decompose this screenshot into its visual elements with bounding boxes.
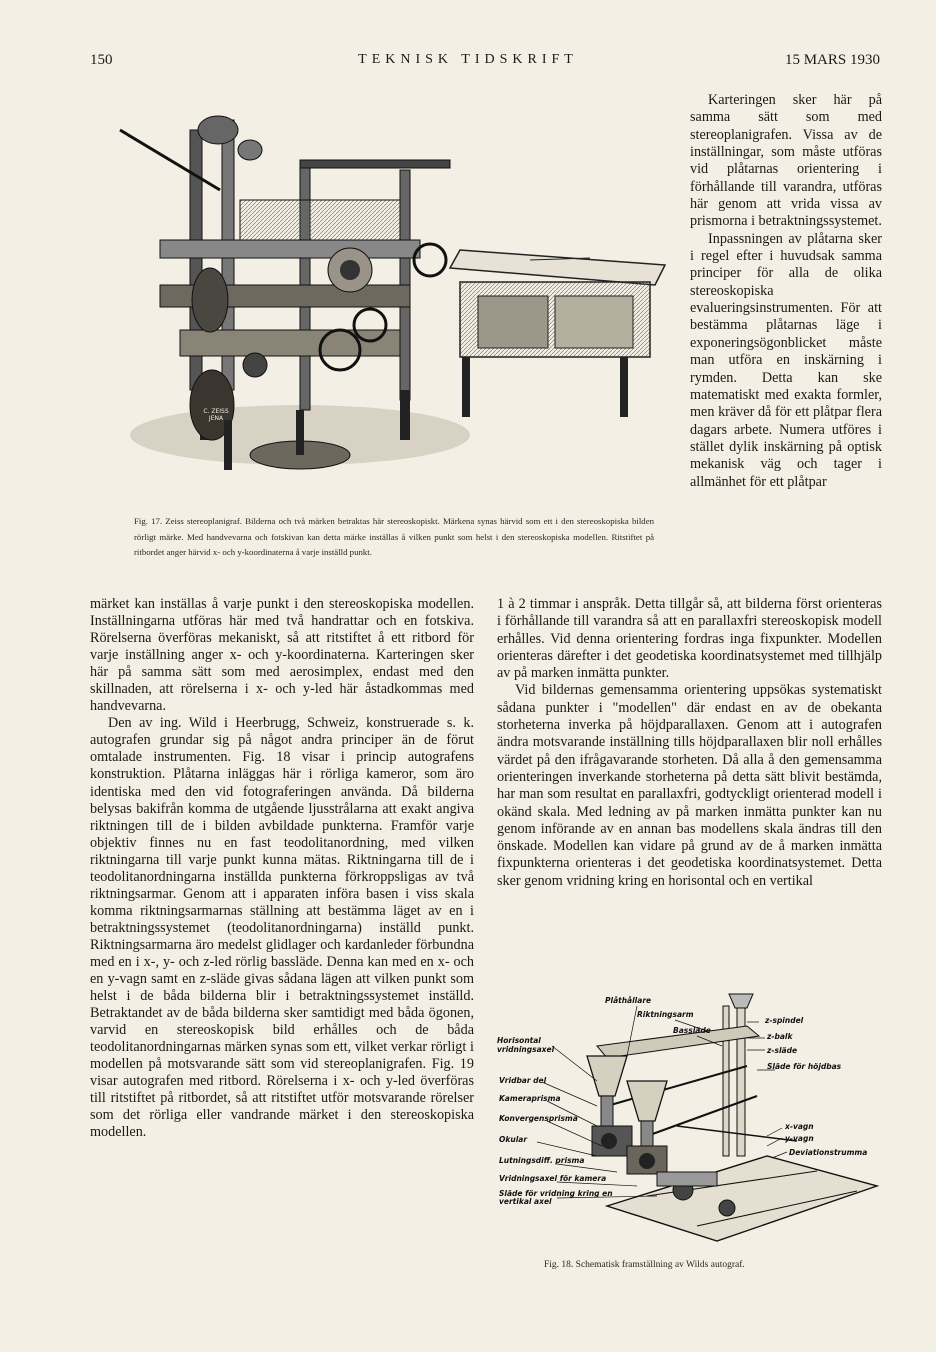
paragraph: märket kan inställas å varje punkt i den stereoskopiska modellen. Inställningarna utföras här med två handrattar och en fotskiva. Rörelserna överföras mekaniskt, så att ritstiftet å ett ritbord för varje inställning anger x- och y-koordinaterna. Karteringen sker här på samma sätt som med aerosimplex, endast med den skillnaden, att rörelserna i x- och y-led här åstadkommas med handvevarna. <box>90 596 474 715</box>
stereoplanigraph-illustration <box>100 90 680 510</box>
figure-18-image <box>497 986 882 1258</box>
label-platehallare: Plåthållare <box>605 996 652 1005</box>
label-riktningsarm: Riktningsarm <box>637 1010 694 1019</box>
right-column-middle <box>497 596 882 890</box>
label-konvergensprisma: Konvergensprisma <box>499 1114 578 1123</box>
page-number: 150 <box>90 52 113 68</box>
journal-title: TEKNISK TIDSKRIFT <box>358 52 578 67</box>
paragraph: Den av ing. Wild i Heerbrugg, Schweiz, konstruerade s. k. autografen grundar sig på något andra principer än de förut omtalade instrumenten. Fig. 18 visar i princip autografens konstruktion. Plåtarna inläggas här i rörliga kameror, som äro identiska med den vid fotograferingen använda. Då bilderna belysas bakifrån komma de utgående ljusstrålarna att exakt angiva riktningen till de i bilden avbildade punkterna. Framför varje objektiv finnes nu en fast teodolitanordning, med vilken riktningarna till varje punkt kunna mätas. Riktningarna till de i teodolitanordningarna inställda punkterna förkroppsligas av två riktningsarmar. Genom att i apparaten införa basen i viss skala komma riktningsarmarnas ställning att bestämma läget av en i betraktningssystemet (teodolitanordningarna) inställd punkt. Riktningsarmarna äro medelst glidlager och kardanleder förbundna med en i x-, y- och z-led rörlig bassläde. Denna kan med en x- och en y-vagn samt en z-släde givas sådana lägen att vilken punkt som helst i de båda bilderna blir i betraktningssystemet inställd. Betraktandet av de båda bilderna sker samtidigt med båda ögonen, varvid en stereoskopisk bild erhålles och de båda teodolitanordningarnas märken synas som ett, vilket verkar rörligt i modellen på motsvarande sätt som vid stereoplanigrafen. Fig. 19 visar autografen med ritbord. Rörelserna i x- och y-led överföras till ritstiftet på ritbordet, så att ritstiftet utför motsvarande rörelser som det rörliga eller vandrande märket i den stereoskopiska modellen. <box>90 715 474 1141</box>
label-deviation: Deviationstrumma <box>789 1148 868 1157</box>
paragraph: Vid bildernas gemensamma orientering uppsökas systematiskt sådana punkter i "modellen" där endast en av de obekanta storheterna inverka på höjdparallaxen. Genom att i autografen ändra motsvarande inställning tills höjdparallaxen blir noll erhålles värdet på den ifrågavarande storheten. Då alla å den gemensamma orienteringen inverkande storheterna på detta sätt blivit bestämda, har man som resultat en parallaxfri, godtyckligt orienterad modell i okänd skala. Med ledning av på marken inmätta punkter kan nu genom införande av en annan bas modellens skala ändras till den önskade. Modellen kan vidare på grund av de å marken inmätta fixpunkterna orienteras i det geodetiska koordinatsystemet. Detta sker genom vridning kring en horisontal och en vertikal <box>497 682 882 889</box>
left-column <box>90 596 474 1142</box>
label-kameraprisma: Kameraprisma <box>499 1094 561 1103</box>
label-slade-vridning: Släde för vridning kring en vertikal axel <box>499 1189 613 1206</box>
label-zbalk: z-balk <box>767 1032 793 1041</box>
label-vridbar: Vridbar del <box>499 1076 547 1085</box>
nameplate-text: C. ZEISS JENA <box>203 408 229 422</box>
label-horisontal: Horisontal vridningsaxel <box>497 1036 555 1054</box>
paragraph: Karteringen sker här på samma sätt som med stereoplanigrafen. Vissa av de inställningar, som måste utföras vid plåtarnas orientering i förhållande till varandra, utföras här genom att vrida vissa av prismorna i betraktningssystemet. <box>690 92 882 230</box>
label-vridningsaxel: Vridningsaxel för kamera <box>499 1174 607 1183</box>
figure-17-caption: Fig. 17. Zeiss stereoplanigraf. Bilderna och två märken betraktas här stereoskopiskt. Märkena synas härvid som ett i den stereoskopiska bilden rörligt märke. Med handvevarna och fotskivan kan detta märke inställas å vilken punkt som helst i den stereoskopiska modellen. Ritstiftet på ritbordet anger härvid x- och y-koordinaterna å varje inställd punkt. <box>134 516 654 557</box>
label-okular: Okular <box>499 1135 528 1144</box>
paragraph: Inpassningen av plåtarna sker i regel efter i huvudsak samma principer för alla de olika stereoskopiska evalueringsinstrumenten. För att bestämma plåtarnas läge i exponeringsögonblicket måste man utföra en inskärning i rymden. Detta kan ske matematiskt med exakta formler, men kräver då för ett plåtpar flera dagars arbete. Numera utföres i stället dylik inskärning på optisk mekanisk väg och tager i allmänhet för ett plåtpar <box>690 230 882 490</box>
right-column-top <box>690 92 882 491</box>
label-zspindel: z-spindel <box>765 1016 804 1025</box>
label-yvagn: y-vagn <box>785 1134 814 1143</box>
paragraph: 1 à 2 timmar i anspråk. Detta tillgår så, att bilderna först orienteras i förhållande till varandra så att en parallaxfri stereoskopisk modell erhålles. Vid denna orientering fordras inga fixpunkter. Modellen orienteras därefter i det geodetiska koordinatsystemet med tillhjälp av på marken inmätta punkter. <box>497 596 882 682</box>
figure-18-caption: Fig. 18. Schematisk framställning av Wilds autograf. <box>544 1260 745 1270</box>
issue-date: 15 MARS 1930 <box>784 52 880 68</box>
label-xvagn: x-vagn <box>785 1122 814 1131</box>
label-slade-hojd: Släde för höjdbas <box>767 1062 842 1071</box>
label-zslade: z-släde <box>767 1046 798 1055</box>
label-lutningsdiff: Lutningsdiff. prisma <box>499 1156 585 1165</box>
figure-17-image <box>100 90 680 510</box>
label-basslade: Bassläde <box>673 1026 711 1035</box>
